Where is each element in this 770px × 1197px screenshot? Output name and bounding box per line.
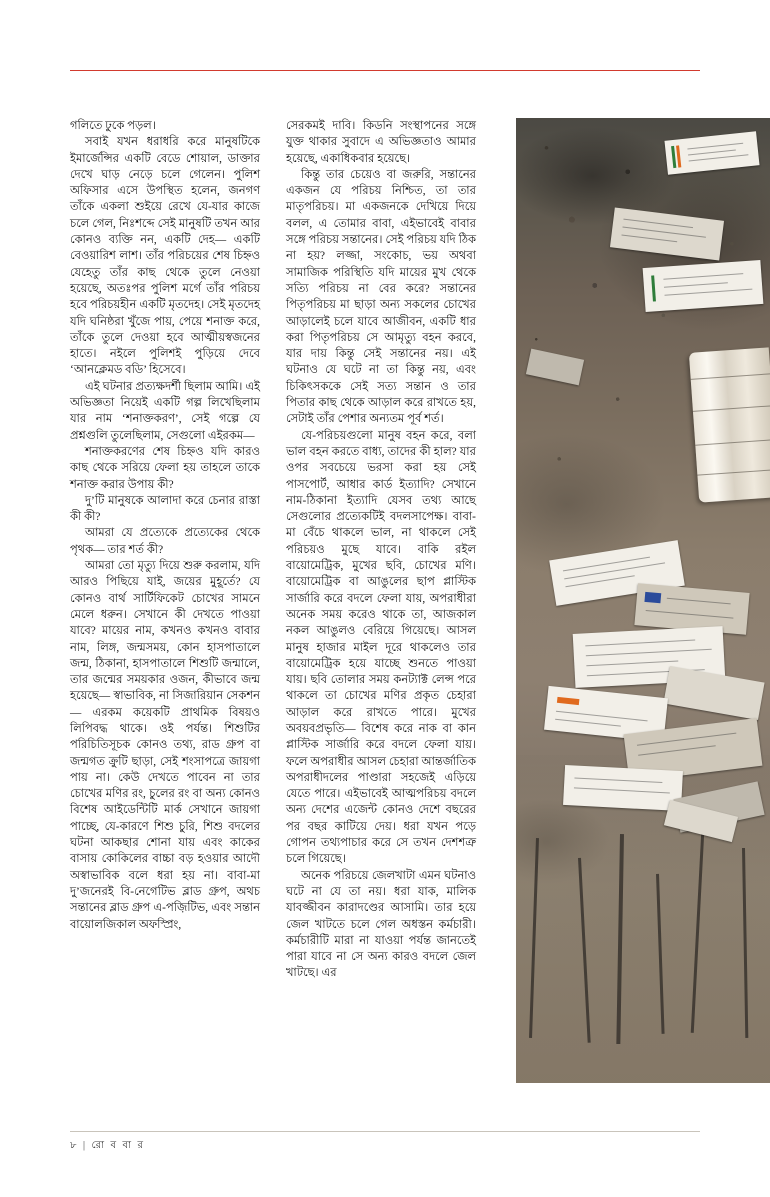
article-body: [70, 118, 700, 1103]
paragraph: দু’টি মানুষকে আলাদা করে চেনার রাস্তা কী কী?: [70, 494, 260, 524]
header-rule: [70, 70, 700, 71]
paragraph: যে-পরিচয়গুলো মানুষ বহন করে, বলা ভাল বহন করতে বাধ্য, তাদের কী হাল? যার ওপর সবচেয়ে ভরসা করা হয় সেই পাসপোর্ট, আধার কার্ড ইত্যাদি? সেখানে নাম-ঠিকানা ইত্যাদি যেসব তথ্য আছে সেগুলোর প্রত্যেকটিই বদলসাপেক্ষ। বাবা-মা বেঁচে থাকলে ভাল, না থাকলে সেই পরিচয়ও মুছে যাবে। বাকি রইল বায়োমেট্রিক, মুখের ছবি, চোখের মণি। বায়োমেট্রিক বা আঙুলের ছাপ প্লাস্টিক সার্জারি করে বদলে ফেলা যায়, অপরাধীরা অনেক সময় করেও থাকে তা, আজকাল নকল আঙুলও বেরিয়ে গিয়েছে। আসল মানুষ হাজার মাইল দূরে থাকলেও তার বায়োমেট্রিক হয়ে যাচ্ছে শুনতে পাওয়া যায়। ছবি তোলার সময় কনট্যাক্ট লেন্স পরে থাকলে তা চোখের মণির প্রকৃত চেহারা আড়াল করে রাখতে পারে। মুখের অবয়বপ্রভৃতি— বিশেষ করে নাক বা কান প্লাস্টিক সার্জারি করে বদলে ফেলা যায়। ফলে অপরাধীর আসল চেহারা আন্তর্জাতিক অপরাধীদলের পাণ্ডারা সহজেই এড়িয়ে যেতে পারে। এইভাবেই আত্মপরিচয় বদলে অন্য দেশের এজেন্ট কোনও দেশে বছরের পর বছর কাটিয়ে দেয়। ধরা যখন পড়ে গোপন তথ্যপাচার করে সে তখন দেশশত্রু চলে গিয়েছে।: [286, 429, 476, 866]
text-column-right: [286, 118, 476, 982]
page-number: ৮: [70, 1140, 79, 1151]
photo-paper-rolls: [689, 347, 770, 502]
paragraph: সেরকমই দাবি। কিডনি সংস্থাপনের সঙ্গে যুক্ত থাকার সুবাদে এ অভিজ্ঞতাও আমার হয়েছে, একাধিকবার হয়েছে।: [286, 120, 476, 165]
photo-document: [563, 765, 683, 811]
paragraph: আমরা যে প্রত্যেকে প্রত্যেকের থেকে পৃথক— তার শর্ত কী?: [70, 527, 260, 556]
publication-name: রো ব বা র: [91, 1140, 146, 1151]
paragraph: শনাক্তকরণের শেষ চিহ্নও যদি কারও কাছ থেকে সরিয়ে ফেলা হয় তাহলে তাকে শনাক্ত করার উপায় কী?: [70, 445, 260, 491]
paragraph: এই ঘটনার প্রত্যক্ষদর্শী ছিলাম আমি। এই অভিজ্ঞতা নিয়েই একটি গল্প লিখেছিলাম যার নাম ‘শনাক্তকরণ’, সেই গল্পে যে প্রশ্নগুলি তুলেছিলাম, সেগুলো এইরকম—: [70, 380, 260, 442]
footer-separator: |: [83, 1140, 88, 1151]
paragraph: সবাই যখন ধরাধরি করে মানুষটিকে ইমার্জেন্সির একটি বেডে শোয়াল, ডাক্তার দেখে ঘাড় নেড়ে চলে গেলেন। পুলিশ অফিসার এসে উপস্থিত হলেন, জনগণ তাঁকে একলা শুইয়ে রেখে যে-যার কাজে চলে গেল, নিঃশব্দে সেই মানুষটি তখন আর কোনও ব্যক্তি নন, একটি দেহ— একটি বেওয়ারিশ লাশ। তাঁর পরিচয়ের শেষ চিহ্নও যেহেতু তাঁর কাছ থেকে তুলে নেওয়া হয়েছে, অতঃপর পুলিশ মর্গে তাঁর পরিচয় হবে পরিচয়হীন একটি মৃতদেহ। সেই মৃতদেহ যদি ঘনিষ্ঠরা খুঁজে পায়, পেয়ে শনাক্ত করে, তাঁকে তুলে দেওয়া হবে আত্মীয়স্বজনের হাতে। নইলে পুলিশই পুড়িয়ে দেবে ‘আনক্লেমড বডি’ হিসেবে।: [70, 136, 260, 377]
text-column-left: [70, 118, 260, 933]
photo-document: [643, 260, 764, 312]
paragraph: আমরা তো মৃত্যু দিয়ে শুরু করলাম, যদি আরও পিছিয়ে যাই, জয়ের মুহূর্তে? যে কোনও বার্থ সার্টিফিকেট চোখের সামনে মেলে ধরুন। সেখানে কী দেখতে পাওয়া যাবে? মায়ের নাম, কখনও কখনও বাবার নাম, লিঙ্গ, জন্মসময়, কোন হাসপাতালে জন্ম, ঠিকানা, হাসপাতালে শিশুটি জন্মালে, তার জন্মের সময়কার ওজন, কীভাবে জন্ম হয়েছে— স্বাভাবিক, না সিজারিয়ান সেকশন— এরকম কয়েকটি প্রাথমিক বিষয়ও লিপিবদ্ধ থাকে। ওই পর্যন্ত। শিশুটির পরিচিতিসূচক কোনও তথ্য, রাড গ্রুপ বা জন্মগত ক্রুটি ছাড়া, সেই শংসাপত্রে জায়গা পায় না। কেউ দেখতে পাবেন না তার চোখের মণির রং, চুলের রং বা অন্য কোনও বিশেষ আইডেন্টিটি মার্ক সেখানে জায়গা পাচ্ছে, যে-কারণে শিশু চুরি, শিশু বদলের ঘটনা আকছার শোনা যায় এবং কাকের বাসায় কোকিলের বাচ্চা বড় হওয়ার আদৌ অস্বাভাবিক বলে ধরা হয় না। বাবা-মা দু’জনেরই বি-নেগেটিভ ব্লাড গ্রুপ, অথচ সন্তানের ব্লাড গ্রুপ এ-পজ়িটিভ, এবং সন্তান বায়োলজিকাল অফস্প্রিং,: [70, 560, 260, 931]
article-photograph: [516, 118, 770, 1083]
paragraph: কিন্তু তার চেয়েও বা জরুরি, সন্তানের একজন যে পরিচয় নিশ্চিত, তা তার মাতৃপরিচয়। মা একজনকে দেখিয়ে দিয়ে বলল, এ তোমার বাবা, এইভাবেই বাবার সঙ্গে পরিচয় সন্তানের। সেই পরিচয় যদি ঠিক না হয়? লজ্জা, সংকোচ, ভয় অথবা সামাজিক পরিস্থিতি যদি মায়ের মুখ থেকে সত্যি পরিচয় না বের করে? সন্তানের পিতৃপরিচয় মা ছাড়া অন্য সকলের চোখের আড়ালেই চলে যাবে আজীবন, একটি ধার করা পিতৃপরিচয় সে আমৃত্যু বহন করবে, যার দায় কিন্তু সেই সন্তানের নয়। এই ঘটনাও যে ঘটে না তা কিন্তু নয়, এবং চিকিৎসককে সেই সত্য সন্তান ও তার পিতার কাছ থেকে আড়াল করে রাখতে হয়, সেটাই তাঁর পেশার অন্যতম পূর্ব শর্ত।: [286, 168, 476, 426]
paragraph: গলিতে ঢুকে পড়ল।: [70, 120, 156, 132]
paragraph: অনেক পরিচয়ে জেলখাটা এমন ঘটনাও ঘটে না যে তা নয়। ধরা যাক, মালিক যাবজ্জীবন কারাদণ্ডের আসামি। তার হয়ে জেল খাটতে চলে গেল অধস্তন কর্মচারী। কর্মচারীটি মারা না যাওয়া পর্যন্ত জানতেই পারা যাবে না সে অন্য কারও বদলে জেল খাটছে। এর: [286, 869, 476, 980]
page-footer: [70, 1131, 700, 1155]
